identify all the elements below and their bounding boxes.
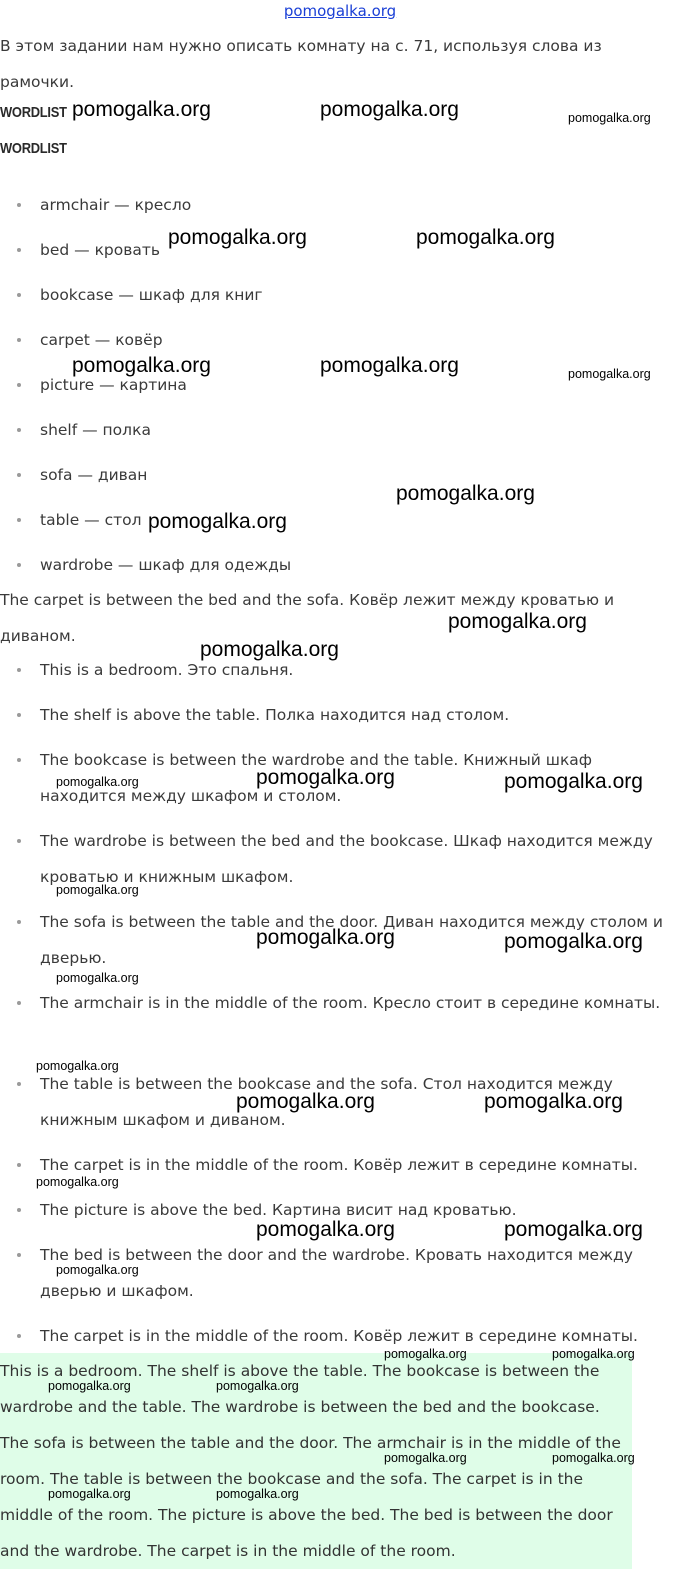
wordlist-item [0, 322, 680, 367]
watermark: pomogalka.org [56, 883, 139, 897]
watermark: pomogalka.org [320, 98, 459, 121]
watermark: pomogalka.org [48, 1487, 131, 1501]
wordlist-item-text: table — стол [40, 511, 142, 529]
watermark: pomogalka.org [56, 1263, 139, 1277]
wordlist [0, 187, 680, 592]
wordlist-heading-repeat: WORDLIST [0, 140, 67, 157]
wordlist-item [0, 412, 680, 457]
bullet-icon [17, 1082, 21, 1086]
bullet-icon [17, 1001, 21, 1005]
sentence-item [0, 697, 680, 733]
wordlist-item [0, 277, 680, 322]
wordlist-item-text: shelf — полка [40, 421, 151, 439]
wordlist-item-text: sofa — диван [40, 466, 148, 484]
watermark: pomogalka.org [552, 1347, 635, 1361]
bullet-icon [17, 920, 21, 924]
sentence-text: The picture is above the bed. Картина висит над кроватью. [40, 1201, 517, 1219]
watermark: pomogalka.org [552, 1451, 635, 1465]
watermark: pomogalka.org [256, 1218, 395, 1241]
bullet-icon [17, 1163, 21, 1167]
watermark: pomogalka.org [56, 775, 139, 789]
sentence-text: This is a bedroom. Это спальня. [40, 661, 294, 679]
sentence-item [0, 904, 680, 976]
sentence-text: The table is between the bookcase and the sofa. Стол находится между книжным шкафом и диваном. [40, 1075, 613, 1129]
summary-text: This is a bedroom. The shelf is above the table. The bookcase is between the wardrobe and the table. The wardrobe is between the bed and the bookcase. The sofa is between the table and the door. The armchair is in the middle of the room. The table is between the bookcase and the sofa. The carpet is in the middle of the room. The picture is above the bed. The bed is between the door and the wardrobe. The carpet is in the middle of the room. [0, 1362, 621, 1560]
watermark: pomogalka.org [36, 1059, 119, 1073]
bullet-icon [17, 248, 21, 252]
watermark: pomogalka.org [320, 354, 459, 377]
bullet-icon [17, 1208, 21, 1212]
bullet-icon [17, 518, 21, 522]
watermark: pomogalka.org [36, 1175, 119, 1189]
example-sentence: The carpet is between the bed and the sofa. Ковёр лежит между кроватью и диваном. [0, 591, 615, 645]
watermark: pomogalka.org [56, 971, 139, 985]
wordlist-item-text: picture — картина [40, 376, 187, 394]
watermark: pomogalka.org [384, 1347, 467, 1361]
bullet-icon [17, 839, 21, 843]
watermark: pomogalka.org [72, 354, 211, 377]
watermark: pomogalka.org [216, 1487, 299, 1501]
sentence-item [0, 1192, 680, 1228]
wordlist-item [0, 367, 680, 412]
bullet-icon [17, 668, 21, 672]
watermark: pomogalka.org [48, 1379, 131, 1393]
sentence-item [0, 1147, 680, 1183]
bullet-icon [17, 203, 21, 207]
wordlist-item [0, 457, 680, 502]
watermark: pomogalka.org [396, 482, 535, 505]
sentence-text: The wardrobe is between the bed and the bookcase. Шкаф находится между кроватью и книжным шкафом. [40, 832, 653, 886]
watermark: pomogalka.org [148, 510, 287, 533]
watermark: pomogalka.org [236, 1090, 375, 1113]
task-intro: В этом задании нам нужно описать комнату на с. 71, используя слова из рамочки. [0, 37, 602, 91]
wordlist-heading: WORDLIST [0, 104, 67, 121]
sentence-item [0, 652, 680, 688]
bullet-icon [17, 338, 21, 342]
bullet-icon [17, 1253, 21, 1257]
watermark: pomogalka.org [256, 766, 395, 789]
wordlist-item [0, 502, 680, 547]
wordlist-item-text: bed — кровать [40, 241, 161, 259]
wordlist-item-text: armchair — кресло [40, 196, 192, 214]
watermark: pomogalka.org [200, 638, 339, 661]
watermark: pomogalka.org [448, 610, 587, 633]
sentence-item [0, 1237, 680, 1309]
bullet-icon [17, 383, 21, 387]
watermark: pomogalka.org [504, 1218, 643, 1241]
sentence-text: The armchair is in the middle of the room. Кресло стоит в середине комнаты. [40, 994, 661, 1012]
sentence-item [0, 985, 680, 1021]
sentence-text: The sofa is between the table and the door. Диван находится между столом и дверью. [40, 913, 663, 967]
sentence-item [0, 742, 680, 814]
bullet-icon [17, 428, 21, 432]
wordlist-item-text: bookcase — шкаф для книг [40, 286, 263, 304]
wordlist-item-text: carpet — ковёр [40, 331, 163, 349]
wordlist-item-text: wardrobe — шкаф для одежды [40, 556, 292, 574]
watermark: pomogalka.org [216, 1379, 299, 1393]
watermark: pomogalka.org [568, 367, 651, 381]
bullet-icon [17, 1334, 21, 1338]
watermark: pomogalka.org [568, 111, 651, 125]
sentence-item [0, 1318, 680, 1354]
bullet-icon [17, 473, 21, 477]
sentence-text: The carpet is in the middle of the room. Ковёр лежит в середине комнаты. [40, 1327, 638, 1345]
bullet-icon [17, 293, 21, 297]
summary-block [0, 1353, 632, 1569]
watermark: pomogalka.org [384, 1451, 467, 1465]
bullet-icon [17, 758, 21, 762]
site-link[interactable]: pomogalka.org [283, 2, 397, 20]
sentence-item [0, 1066, 680, 1138]
bullet-icon [17, 713, 21, 717]
watermark: pomogalka.org [416, 226, 555, 249]
sentence-text: The bed is between the door and the wardrobe. Кровать находится между дверью и шкафом. [40, 1246, 633, 1300]
watermark: pomogalka.org [256, 926, 395, 949]
watermark: pomogalka.org [168, 226, 307, 249]
sentence-text: The carpet is in the middle of the room. Ковёр лежит в середине комнаты. [40, 1156, 638, 1174]
sentence-text: The bookcase is between the wardrobe and the table. Книжный шкаф находится между шкафом и столом. [40, 751, 593, 805]
watermark: pomogalka.org [504, 930, 643, 953]
watermark: pomogalka.org [504, 770, 643, 793]
wordlist-item [0, 232, 680, 277]
sentence-item [0, 823, 680, 895]
bullet-icon [17, 563, 21, 567]
watermark: pomogalka.org [484, 1090, 623, 1113]
watermark: pomogalka.org [72, 98, 211, 121]
wordlist-item [0, 187, 680, 232]
sentence-text: The shelf is above the table. Полка находится над столом. [40, 706, 510, 724]
